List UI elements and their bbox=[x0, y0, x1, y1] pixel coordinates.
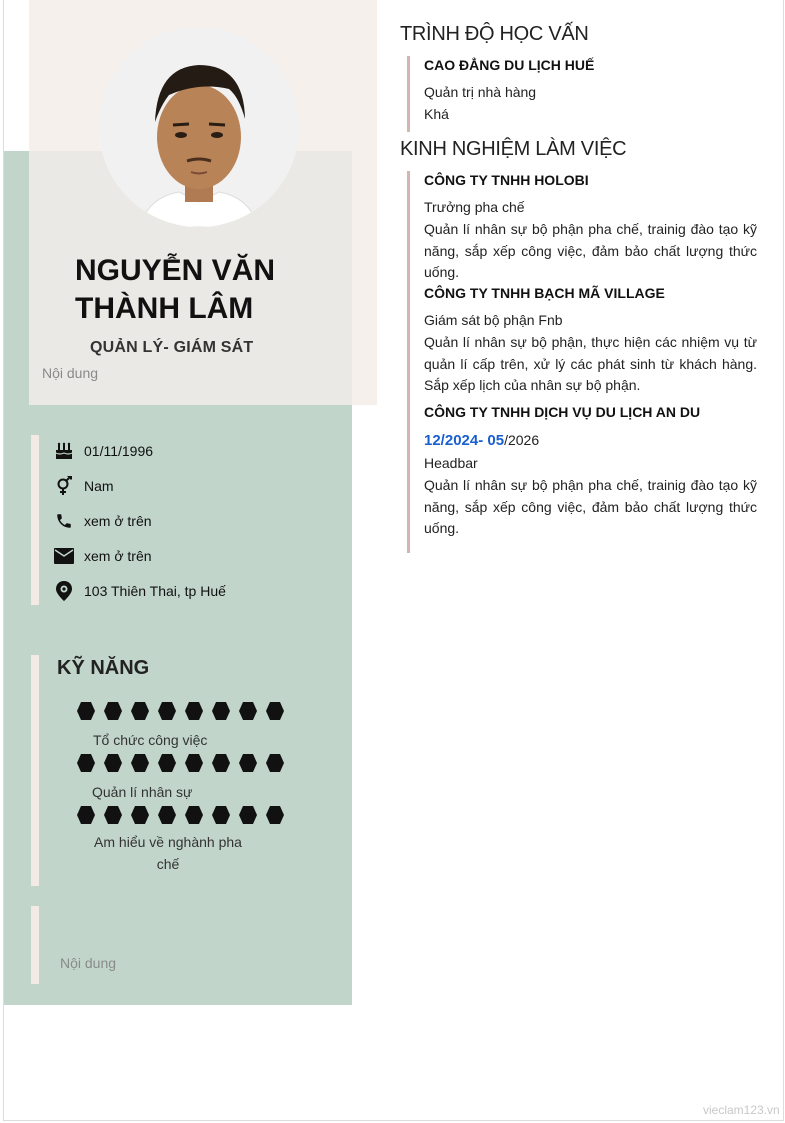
skill-rating-3 bbox=[77, 806, 287, 824]
skill-rating-dot bbox=[185, 754, 203, 772]
education-accent-bar bbox=[407, 56, 410, 132]
job-3-date-start: 12/2024- 05 bbox=[424, 432, 505, 449]
info-address bbox=[54, 579, 226, 603]
education-heading: TRÌNH ĐỘ HỌC VẤN bbox=[400, 23, 589, 45]
skill-rating-dot bbox=[77, 702, 95, 720]
skill-rating-1 bbox=[77, 702, 287, 720]
skill-rating-dot bbox=[104, 754, 122, 772]
job-3-date-end: /2026 bbox=[504, 432, 540, 448]
address-text: 103 Thiên Thai, tp Huế bbox=[84, 583, 226, 599]
experience-heading: KINH NGHIỆM LÀM VIỆC bbox=[400, 138, 627, 160]
skill-rating-dot bbox=[239, 702, 257, 720]
email-icon bbox=[54, 546, 74, 566]
skill-rating-dot bbox=[158, 806, 176, 824]
skill-rating-dot bbox=[77, 806, 95, 824]
phone-text: xem ở trên bbox=[84, 513, 152, 529]
skill-rating-dot bbox=[104, 702, 122, 720]
education-school: CAO ĐẲNG DU LỊCH HUẾ bbox=[424, 57, 595, 73]
skill-label-3-line2: chế bbox=[156, 856, 180, 872]
skill-rating-dot bbox=[212, 754, 230, 772]
education-grade: Khá bbox=[424, 106, 449, 122]
job-3-dates bbox=[424, 432, 539, 449]
gender-icon bbox=[54, 476, 74, 496]
skill-rating-dot bbox=[266, 702, 284, 720]
birthday-cake-icon bbox=[54, 441, 74, 461]
skill-rating-dot bbox=[104, 806, 122, 824]
skill-rating-dot bbox=[185, 702, 203, 720]
extra-accent-bar bbox=[31, 906, 39, 984]
job-2-description: Quản lí nhân sự bộ phận, thực hiện các nhiệm vụ từ quản lí cấp trên, xử lý các phát sinh từ khách hàng. Sắp xếp lịch của nhân sự bộ phận. bbox=[424, 334, 757, 393]
skill-rating-2 bbox=[77, 754, 287, 772]
job-3-position: Headbar bbox=[424, 455, 478, 471]
skill-label-1: Tổ chức công việc bbox=[93, 732, 208, 748]
phone-icon bbox=[54, 511, 74, 531]
skill-label-3-line1: Am hiểu về nghành pha bbox=[94, 834, 242, 850]
skill-rating-dot bbox=[266, 754, 284, 772]
extra-placeholder: Nội dung bbox=[60, 955, 117, 971]
skill-rating-dot bbox=[266, 806, 284, 824]
info-email bbox=[54, 544, 152, 568]
skill-rating-dot bbox=[131, 806, 149, 824]
job-2-company: CÔNG TY TNHH BẠCH MÃ VILLAGE bbox=[424, 285, 665, 301]
skill-rating-dot bbox=[77, 754, 95, 772]
info-gender bbox=[54, 474, 114, 498]
skill-rating-dot bbox=[212, 806, 230, 824]
info-birthday bbox=[54, 439, 153, 463]
info-accent-bar bbox=[31, 435, 39, 605]
skill-rating-dot bbox=[131, 702, 149, 720]
skill-rating-dot bbox=[158, 754, 176, 772]
job-1-company: CÔNG TY TNHH HOLOBI bbox=[424, 172, 589, 188]
info-phone bbox=[54, 509, 152, 533]
job-title: QUẢN LÝ- GIÁM SÁT bbox=[90, 339, 254, 356]
skills-accent-bar bbox=[31, 655, 39, 886]
experience-accent-bar bbox=[407, 171, 410, 553]
skill-label-3 bbox=[92, 831, 244, 875]
skills-heading: KỸ NĂNG bbox=[57, 657, 150, 679]
candidate-name-line1: NGUYỄN VĂN bbox=[75, 254, 276, 287]
skill-rating-dot bbox=[212, 702, 230, 720]
candidate-name bbox=[75, 252, 335, 328]
skill-label-2: Quản lí nhân sự bbox=[92, 784, 193, 800]
watermark: vieclam123.vn bbox=[703, 1103, 780, 1117]
skill-rating-dot bbox=[239, 806, 257, 824]
location-icon bbox=[54, 581, 74, 601]
skill-rating-dot bbox=[131, 754, 149, 772]
job-3-description: Quản lí nhân sự bộ phận pha chế, trainig đào tạo kỹ năng, sắp xếp công việc, đảm bảo chất lượng thức uống. bbox=[424, 477, 757, 536]
job-1-description: Quản lí nhân sự bộ phận pha chế, trainig đào tạo kỹ năng, sắp xếp công việc, đảm bảo chất lượng thức uống. bbox=[424, 221, 757, 280]
job-1-position: Trưởng pha chế bbox=[424, 199, 525, 215]
candidate-name-line2: THÀNH LÂM bbox=[75, 292, 254, 325]
skill-rating-dot bbox=[158, 702, 176, 720]
avatar bbox=[99, 27, 299, 227]
job-3-company: CÔNG TY TNHH DỊCH VỤ DU LỊCH AN DU bbox=[424, 404, 701, 420]
profile-photo bbox=[99, 27, 299, 227]
education-major: Quản trị nhà hàng bbox=[424, 84, 537, 100]
job-2-position: Giám sát bộ phận Fnb bbox=[424, 312, 563, 328]
skill-rating-dot bbox=[239, 754, 257, 772]
email-text: xem ở trên bbox=[84, 548, 152, 564]
birthday-text: 01/11/1996 bbox=[84, 443, 154, 459]
gender-text: Nam bbox=[84, 478, 114, 494]
header-placeholder: Nội dung bbox=[42, 365, 99, 381]
skill-rating-dot bbox=[185, 806, 203, 824]
